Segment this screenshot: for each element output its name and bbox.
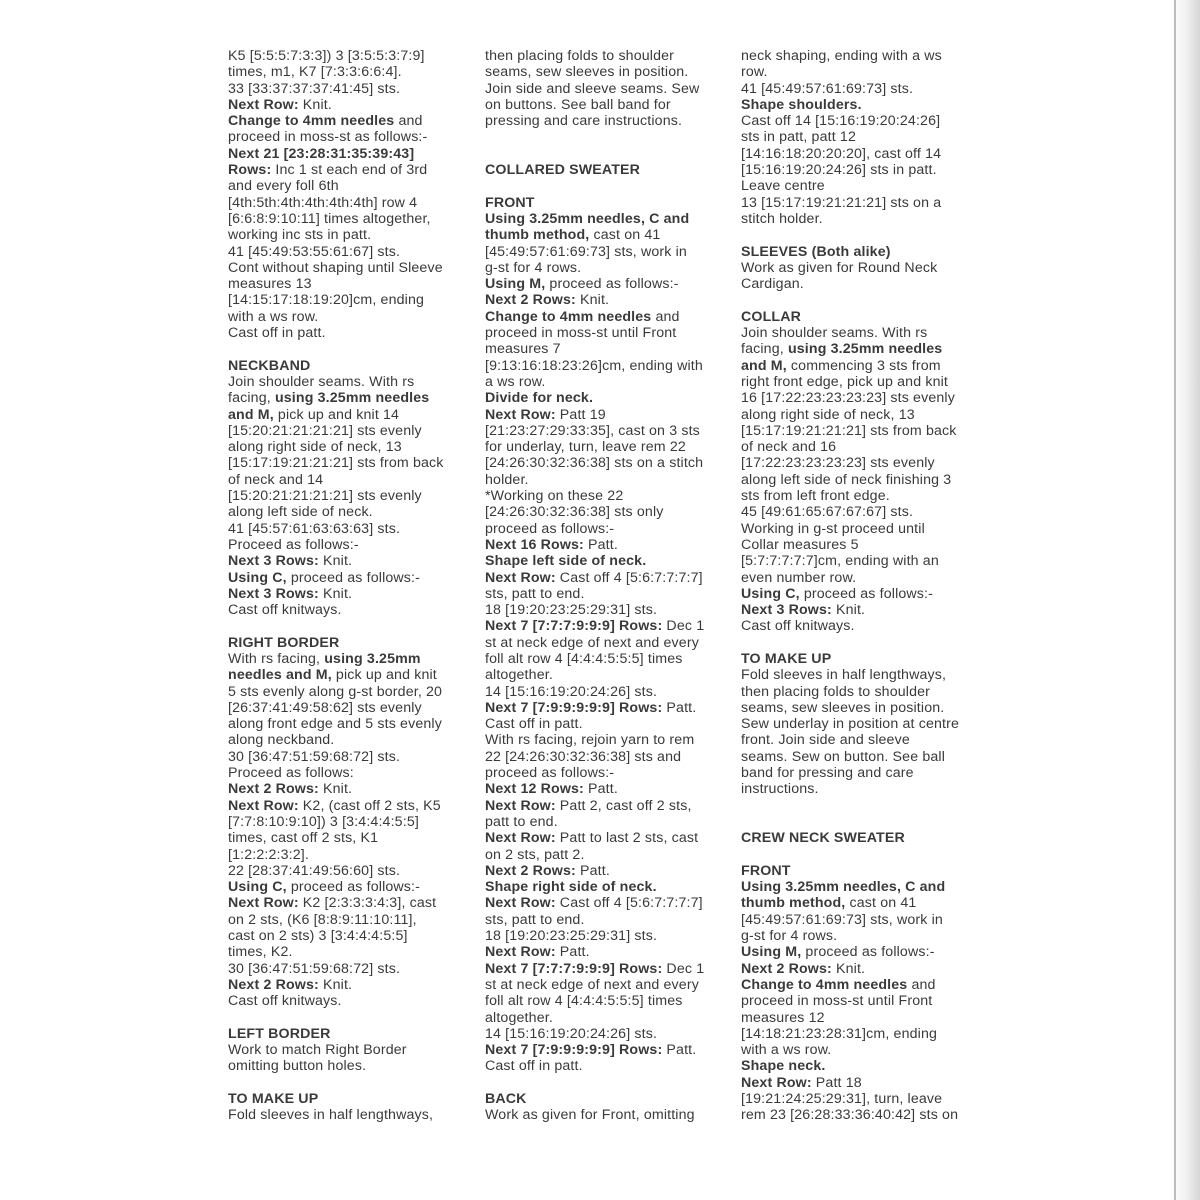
instruction-text: K2, (cast off 2 sts, K5	[298, 797, 441, 814]
bold-instruction: and M,	[228, 406, 274, 423]
bold-instruction: and M,	[741, 357, 787, 374]
bold-instruction: Next 2 Rows:	[228, 976, 319, 993]
instruction-text: Patt.	[583, 536, 618, 553]
text-line: Join side and sleeve seams. Sew	[485, 80, 700, 97]
text-line: [15:17:19:21:21:21] sts from back	[741, 422, 957, 439]
text-line: Work as given for Round Neck	[741, 259, 938, 276]
column-right	[741, 48, 973, 1124]
text-line: 18 [19:20:23:25:29:31] sts.	[485, 602, 658, 619]
bold-instruction: Next Row:	[485, 895, 556, 912]
text-line: then placing folds to shoulder	[741, 683, 931, 700]
text-line	[485, 211, 717, 227]
bold-instruction: Next 3 Rows:	[741, 602, 832, 619]
instruction-text: Dec 1	[662, 618, 705, 635]
text-line: measures 13	[228, 276, 312, 293]
instruction-text: Patt to last 2 sts, cast	[555, 830, 699, 847]
text-line: Cast off knitways.	[228, 993, 342, 1010]
text-line: of neck and 14	[228, 471, 324, 488]
text-line	[741, 944, 973, 960]
text-line: 41 [45:49:53:55:61:67] sts.	[228, 243, 401, 260]
text-line: on 2 sts, (K6 [8:8:9:11:10:11],	[228, 911, 417, 928]
text-line	[485, 961, 717, 977]
text-line: then placing folds to shoulder	[485, 48, 675, 64]
text-line: With rs facing, rejoin yarn to rem	[485, 732, 695, 749]
text-line	[228, 390, 468, 406]
text-line: with a ws row.	[741, 1042, 832, 1059]
text-line: Work to match Right Border	[228, 1042, 407, 1059]
text-line	[741, 977, 973, 993]
text-line: 22 [24:26:30:32:36:38] sts and	[485, 748, 682, 765]
instruction-text: Knit.	[318, 585, 353, 602]
section-heading: RIGHT BORDER	[228, 634, 340, 651]
instruction-text: and	[394, 113, 423, 130]
text-line: Cardigan.	[741, 276, 804, 293]
text-line: st at neck edge of next and every	[485, 976, 699, 993]
text-line: [14:18:21:23:28:31]cm, ending	[741, 1025, 938, 1042]
text-line: measures 12	[741, 1009, 825, 1026]
text-line: along neckband.	[228, 732, 335, 749]
section-heading: FRONT	[485, 194, 535, 211]
instruction-text: K2 [2:3:3:3:4:3], cast	[298, 895, 437, 912]
text-line: [15:20:21:21:21:21] sts evenly	[228, 422, 422, 439]
instruction-text: pick up and knit	[331, 667, 437, 684]
bold-instruction: using 3.25mm needles	[274, 390, 430, 407]
text-line: [6:6:8:9:10:11] times altogether,	[228, 210, 431, 227]
bold-instruction: Shape left side of neck.	[485, 553, 647, 570]
text-line: cast on 2 sts) 3 [3:4:4:4:5:5]	[228, 928, 408, 945]
text-line	[228, 667, 468, 683]
section-heading: LEFT BORDER	[228, 1025, 331, 1042]
bold-instruction: Using C,	[741, 585, 800, 602]
text-line: working inc sts in patt.	[228, 227, 372, 244]
text-line: omitting button holes.	[228, 1058, 367, 1075]
text-line	[485, 227, 717, 243]
bold-instruction: Next Row:	[228, 96, 299, 113]
section-heading: COLLARED SWEATER	[485, 162, 641, 179]
text-line: times, m1, K7 [7:3:3:6:6:4].	[228, 64, 402, 81]
bold-instruction: Shape right side of neck.	[485, 879, 657, 896]
text-line: of neck and 16	[741, 439, 837, 456]
instruction-text: commencing 3 sts from	[786, 357, 941, 374]
bold-instruction: Next 7 [7:7:7:9:9:9] Rows:	[485, 960, 663, 977]
text-line: band for pressing and care	[741, 765, 914, 782]
text-line: foll alt row 4 [4:4:4:5:5:5] times	[485, 993, 683, 1010]
text-line: for underlay, turn, leave rem 22	[485, 439, 686, 456]
bold-instruction: Next 2 Rows:	[485, 862, 576, 879]
bold-instruction: Shape shoulders.	[741, 96, 862, 113]
blank-line	[228, 1010, 468, 1026]
text-line: Cast off in patt.	[485, 716, 583, 733]
instruction-text: proceed as follows:-	[286, 569, 421, 586]
text-line: 30 [36:47:51:59:68:72] sts.	[228, 748, 401, 765]
instruction-text: facing,	[228, 390, 275, 407]
blank-line	[741, 635, 973, 651]
instruction-text: Knit.	[318, 976, 353, 993]
text-line: 5 sts evenly along g-st border, 20	[228, 683, 443, 700]
text-line: proceed in moss-st as follows:-	[228, 129, 428, 146]
text-line: times, K2.	[228, 944, 293, 961]
text-line: sts from left front edge.	[741, 488, 890, 505]
text-line	[485, 1042, 717, 1058]
instruction-text: With rs facing,	[228, 650, 325, 667]
text-line: 14 [15:16:19:20:24:26] sts.	[485, 683, 658, 700]
column-left	[228, 48, 468, 1124]
instruction-text: Patt 2, cast off 2 sts,	[555, 797, 692, 814]
bold-instruction: Next Row:	[485, 406, 556, 423]
instruction-text: Knit.	[318, 781, 353, 798]
text-line	[228, 146, 468, 162]
text-line	[485, 553, 717, 569]
text-line: [15:20:21:21:21:21] sts evenly	[228, 488, 422, 505]
scan-edge-line	[1174, 0, 1176, 1200]
bold-instruction: thumb method,	[741, 895, 846, 912]
instruction-text: Knit.	[298, 96, 332, 113]
instruction-text: Patt 18	[811, 1074, 862, 1091]
instruction-text: Cast off 4 [5:6:7:7:7:7]	[555, 895, 703, 912]
text-line: on buttons. See ball band for	[485, 96, 671, 113]
bold-instruction: Next 7 [7:7:7:9:9:9] Rows:	[485, 618, 663, 635]
text-line	[485, 407, 717, 423]
text-line: along right side of neck, 13	[741, 406, 915, 423]
text-line: [1:2:2:2:3:2].	[228, 846, 309, 863]
blank-line	[741, 798, 973, 814]
text-line: Cast off in patt.	[485, 1058, 583, 1075]
text-line	[485, 537, 717, 553]
bold-instruction: thumb method,	[485, 227, 590, 244]
text-line: [5:7:7:7:7:7]cm, ending with an	[741, 553, 939, 570]
text-line: right front edge, pick up and knit	[741, 373, 949, 390]
bold-instruction: Next 21 [23:28:31:35:39:43]	[228, 145, 415, 162]
text-line: sts, patt to end.	[485, 911, 585, 928]
bold-instruction: Next 12 Rows:	[485, 781, 584, 798]
text-line: stitch holder.	[741, 210, 823, 227]
bold-instruction: Next Row:	[228, 895, 299, 912]
text-line: Join shoulder seams. With rs	[228, 373, 415, 390]
text-line	[741, 961, 973, 977]
bold-instruction: Next Row:	[228, 797, 299, 814]
text-line	[228, 570, 468, 586]
text-line	[741, 586, 973, 602]
text-line: [4th:5th:4th:4th:4th:4th] row 4	[228, 194, 418, 211]
text-line: Fold sleeves in half lengthways,	[741, 667, 947, 684]
text-line: pressing and care instructions.	[485, 113, 683, 130]
text-line: Leave centre	[741, 178, 825, 195]
bold-instruction: Change to 4mm needles	[485, 308, 652, 325]
text-line: *Working on these 22	[485, 488, 624, 505]
instruction-text: and	[651, 308, 680, 325]
text-line: along left side of neck finishing 3	[741, 471, 952, 488]
text-line	[485, 390, 717, 406]
text-line	[485, 618, 717, 634]
text-line: a ws row.	[485, 373, 546, 390]
text-line	[485, 863, 717, 879]
instruction-text: proceed as follows:-	[545, 276, 679, 293]
text-line: [7:7:8:10:9:10]) 3 [3:4:4:4:5:5]	[228, 813, 419, 830]
text-line: Sew underlay in position at centre	[741, 716, 960, 733]
text-line	[741, 1075, 973, 1091]
text-line: [9:13:16:18:23:26]cm, ending with	[485, 357, 703, 374]
bold-instruction: Change to 4mm needles	[741, 976, 908, 993]
blank-line	[741, 292, 973, 308]
bold-instruction: Using 3.25mm needles, C and	[741, 879, 946, 896]
text-line: [21:23:27:29:33:35], cast on 3 sts	[485, 422, 700, 439]
text-line: front. Join side and sleeve	[741, 732, 910, 749]
text-line: 41 [45:57:61:63:63:63] sts.	[228, 520, 401, 537]
text-line: [17:22:23:23:23:23] sts evenly	[741, 455, 935, 472]
text-line: [45:49:57:61:69:73] sts, work in	[741, 911, 943, 928]
instruction-text: Patt.	[662, 1042, 697, 1059]
instruction-text: Patt.	[575, 862, 610, 879]
text-line: K5 [5:5:5:7:3:3]) 3 [3:5:5:3:7:9]	[228, 48, 425, 64]
text-line: proceed as follows:-	[485, 520, 615, 537]
bold-instruction: Using C,	[228, 569, 287, 586]
text-line: 16 [17:22:23:23:23:23] sts evenly	[741, 390, 955, 407]
section-heading: COLLAR	[741, 308, 802, 325]
text-line: Fold sleeves in half lengthways,	[228, 1107, 434, 1124]
text-line: [45:49:57:61:69:73] sts, work in	[485, 243, 687, 260]
bold-instruction: Next 7 [7:9:9:9:9:9] Rows:	[485, 699, 663, 716]
text-line: sts in patt, patt 12	[741, 129, 856, 146]
text-line	[485, 276, 717, 292]
text-line: Collar measures 5	[741, 536, 859, 553]
text-line: g-st for 4 rows.	[741, 928, 838, 945]
text-line: holder.	[485, 471, 529, 488]
text-line	[228, 651, 468, 667]
bold-instruction: Next Row:	[741, 1074, 812, 1091]
text-line	[485, 309, 717, 325]
bold-instruction: Next Row:	[485, 797, 556, 814]
bold-instruction: needles and M,	[228, 667, 332, 684]
text-line: with a ws row.	[228, 308, 319, 325]
instruction-text: facing,	[741, 341, 788, 358]
instruction-text: cast on 41	[845, 895, 917, 912]
bold-instruction: Next Row:	[485, 830, 556, 847]
text-line	[741, 602, 973, 618]
section-heading: SLEEVES (Both alike)	[741, 243, 891, 260]
text-line: 45 [49:61:65:67:67:67] sts.	[741, 504, 914, 521]
text-line	[228, 895, 468, 911]
text-line	[741, 895, 973, 911]
text-line: along left side of neck.	[228, 504, 373, 521]
text-line: seams. Sew on button. See ball	[741, 748, 946, 765]
text-line: on 2 sts, patt 2.	[485, 846, 585, 863]
text-line: Cast off knitways.	[741, 618, 855, 635]
text-line	[741, 879, 973, 895]
blank-line	[485, 178, 717, 194]
text-line: 30 [36:47:51:59:68:72] sts.	[228, 960, 401, 977]
bold-instruction: Rows:	[228, 162, 272, 179]
text-line	[228, 781, 468, 797]
blank-line	[228, 341, 468, 357]
text-line: proceed in moss-st until Front	[741, 993, 933, 1010]
text-line: and every foll 6th	[228, 178, 339, 195]
text-line: proceed in moss-st until Front	[485, 325, 677, 342]
text-line: sts, patt to end.	[485, 585, 585, 602]
text-line	[741, 97, 973, 113]
blank-line	[485, 1075, 717, 1091]
text-line	[741, 358, 973, 374]
text-line: [19:21:24:25:29:31], turn, leave	[741, 1091, 943, 1107]
text-line	[485, 781, 717, 797]
text-line: along right side of neck, 13	[228, 439, 402, 456]
text-line: [14:16:18:20:20:20], cast off 14	[741, 145, 942, 162]
blank-line	[741, 847, 973, 863]
instruction-text: Knit.	[831, 602, 866, 619]
bold-instruction: using 3.25mm	[324, 650, 421, 667]
text-line: Join shoulder seams. With rs	[741, 325, 928, 342]
instruction-text: and	[907, 976, 936, 993]
text-line: [24:26:30:32:36:38] sts on a stitch	[485, 455, 704, 472]
text-line: 41 [45:49:57:61:69:73] sts.	[741, 80, 914, 97]
blank-line	[228, 618, 468, 634]
text-line: measures 7	[485, 341, 561, 358]
instruction-text: Dec 1	[662, 960, 705, 977]
text-line: Cont without shaping until Sleeve	[228, 259, 443, 276]
text-line: Proceed as follows:-	[228, 536, 359, 553]
bold-instruction: Next 2 Rows:	[741, 960, 832, 977]
text-line: Cast off in patt.	[228, 325, 326, 342]
text-line: seams, sew sleeves in position.	[485, 64, 689, 81]
text-line: patt to end.	[485, 813, 558, 830]
bold-instruction: Using 3.25mm needles, C and	[485, 210, 690, 227]
bold-instruction: Next Row:	[485, 569, 556, 586]
text-line	[485, 798, 717, 814]
text-line: 14 [15:16:19:20:24:26] sts.	[485, 1025, 658, 1042]
bold-instruction: Next 7 [7:9:9:9:9:9] Rows:	[485, 1042, 663, 1059]
instruction-text: proceed as follows:-	[286, 879, 421, 896]
section-heading: FRONT	[741, 862, 791, 879]
text-line: 22 [28:37:41:49:56:60] sts.	[228, 862, 401, 879]
instruction-text: Patt 19	[555, 406, 606, 423]
blank-line	[485, 146, 717, 162]
instruction-text: Patt.	[662, 699, 697, 716]
instruction-text: Knit.	[831, 960, 866, 977]
text-line	[485, 895, 717, 911]
instruction-text: Inc 1 st each end of 3rd	[271, 162, 428, 179]
text-line: [15:16:19:20:24:26] sts in patt.	[741, 162, 937, 179]
instruction-text: proceed as follows:-	[799, 585, 934, 602]
column-middle	[485, 48, 717, 1124]
text-line	[485, 830, 717, 846]
text-line: [24:26:30:32:36:38] sts only	[485, 504, 664, 521]
bold-instruction: Next Row:	[485, 944, 556, 961]
instruction-text: Knit.	[318, 553, 353, 570]
text-line	[228, 586, 468, 602]
text-line: Work as given for Front, omitting	[485, 1107, 695, 1124]
instruction-text: Cast off 4 [5:6:7:7:7:7]	[555, 569, 703, 586]
text-line	[228, 879, 468, 895]
instruction-text: pick up and knit 14	[273, 406, 400, 423]
instruction-text: Patt.	[583, 781, 618, 798]
text-line: [14:15:17:18:19:20]cm, ending	[228, 292, 425, 309]
blank-line	[741, 814, 973, 830]
text-line: [15:17:19:21:21:21] sts from back	[228, 455, 444, 472]
section-heading: NECKBAND	[228, 357, 311, 374]
blank-line	[741, 227, 973, 243]
text-line	[741, 1058, 973, 1074]
text-line: seams, sew sleeves in position.	[741, 699, 945, 716]
text-line	[228, 97, 468, 113]
instruction-text: proceed as follows:-	[801, 944, 935, 961]
section-heading: BACK	[485, 1091, 527, 1107]
text-line: Cast off knitways.	[228, 602, 342, 619]
text-line: times, cast off 2 sts, K1	[228, 830, 379, 847]
blank-line	[228, 1075, 468, 1091]
text-line: 18 [19:20:23:25:29:31] sts.	[485, 928, 658, 945]
bold-instruction: Next 3 Rows:	[228, 553, 319, 570]
text-line: altogether.	[485, 667, 553, 684]
bold-instruction: Next 3 Rows:	[228, 585, 319, 602]
instruction-text: Patt.	[555, 944, 590, 961]
instruction-text: cast on 41	[589, 227, 661, 244]
text-line: st at neck edge of next and every	[485, 634, 699, 651]
text-line: [26:37:41:49:58:62] sts evenly	[228, 699, 422, 716]
section-heading: TO MAKE UP	[741, 650, 832, 667]
text-line	[485, 700, 717, 716]
bold-instruction: Using M,	[485, 276, 546, 293]
text-line	[228, 162, 468, 178]
bold-instruction: using 3.25mm needles	[787, 341, 943, 358]
bold-instruction: Divide for neck.	[485, 390, 594, 407]
bold-instruction: Change to 4mm needles	[228, 113, 395, 130]
text-line	[228, 553, 468, 569]
text-line: Proceed as follows:	[228, 765, 354, 782]
text-line	[485, 944, 717, 960]
text-line	[741, 341, 973, 357]
text-line	[228, 407, 468, 423]
text-line: instructions.	[741, 781, 819, 798]
text-line	[228, 113, 468, 129]
text-line: even number row.	[741, 569, 857, 586]
bold-instruction: Shape neck.	[741, 1058, 826, 1075]
text-line: g-st for 4 rows.	[485, 259, 582, 276]
text-line: along front edge and 5 sts evenly	[228, 716, 442, 733]
text-line: Cast off 14 [15:16:19:20:24:26]	[741, 113, 941, 130]
text-line: neck shaping, ending with a ws	[741, 48, 942, 64]
instruction-text: Knit.	[575, 292, 610, 309]
text-line: altogether.	[485, 1009, 553, 1026]
text-line: proceed as follows:-	[485, 765, 615, 782]
text-line	[485, 570, 717, 586]
blank-line	[485, 129, 717, 145]
section-heading: TO MAKE UP	[228, 1091, 319, 1107]
text-line: row.	[741, 64, 768, 81]
text-line: foll alt row 4 [4:4:4:5:5:5] times	[485, 650, 683, 667]
text-line: 33 [33:37:37:37:41:45] sts.	[228, 80, 401, 97]
bold-instruction: Next 2 Rows:	[228, 781, 319, 798]
bold-instruction: Using M,	[741, 944, 802, 961]
text-line	[228, 977, 468, 993]
text-line: rem 23 [26:28:33:36:40:42] sts on	[741, 1107, 959, 1124]
text-line	[485, 879, 717, 895]
section-heading: CREW NECK SWEATER	[741, 830, 905, 847]
bold-instruction: Next 16 Rows:	[485, 536, 584, 553]
text-line	[228, 798, 468, 814]
text-line: Working in g-st proceed until	[741, 520, 925, 537]
text-line	[485, 292, 717, 308]
bold-instruction: Using C,	[228, 879, 287, 896]
bold-instruction: Next 2 Rows:	[485, 292, 576, 309]
text-line: 13 [15:17:19:21:21:21] sts on a	[741, 194, 942, 211]
